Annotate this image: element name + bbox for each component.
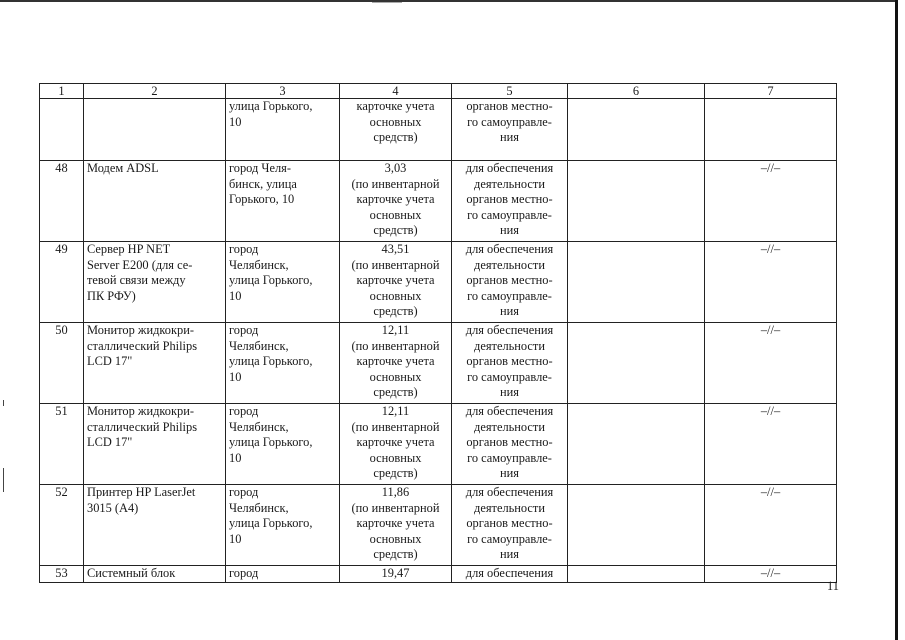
- cell-line: Челябинск,: [229, 500, 289, 515]
- cell-line: Челябинск,: [229, 419, 289, 434]
- cell-line: деятельности: [474, 419, 545, 434]
- cell-line: Челябинск,: [229, 257, 289, 272]
- cell-line: го самоуправле-: [467, 207, 552, 222]
- cell-line: основных: [369, 369, 422, 384]
- column-6-cell: [568, 485, 705, 566]
- cell-line: средств): [373, 466, 418, 481]
- cell-line: основных: [369, 450, 422, 465]
- column-7-cell: –//–: [705, 323, 837, 404]
- column-7-cell: –//–: [705, 566, 837, 583]
- cell-line: Сервер HP NET: [87, 242, 171, 256]
- item-purpose-cell: [452, 242, 568, 323]
- item-number-cell: 52: [40, 485, 84, 566]
- cell-line: органов местно-: [466, 192, 553, 207]
- cell-line: основных: [369, 531, 422, 546]
- column-7-cell: –//–: [705, 485, 837, 566]
- cell-line: город: [229, 242, 259, 256]
- cell-line: бинск, улица: [229, 176, 297, 191]
- cell-line: 10: [229, 369, 242, 384]
- cell-line: органов местно-: [466, 516, 553, 531]
- cell-line: улица Горького,: [229, 354, 313, 369]
- item-location-cell: [226, 161, 340, 242]
- item-number-cell: 53: [40, 566, 84, 583]
- column-6-cell: [568, 566, 705, 583]
- column-6-cell: [568, 161, 705, 242]
- cell-line: для обеспечения: [465, 242, 554, 256]
- cell-line: ния: [500, 130, 519, 145]
- cell-line: средств): [373, 130, 418, 145]
- item-location-cell: [226, 323, 340, 404]
- cell-line: Server E200 (для се-: [87, 257, 193, 272]
- table-row: [40, 566, 837, 583]
- scan-smudge: [372, 2, 402, 3]
- cell-line: карточке учета: [356, 192, 435, 207]
- item-number-cell: 51: [40, 404, 84, 485]
- cell-line: 3,03: [384, 161, 407, 175]
- cell-line: основных: [369, 207, 422, 222]
- cell-line: тевой связи между: [87, 273, 186, 288]
- scan-mark: [3, 468, 4, 492]
- cell-line: 10: [229, 288, 242, 303]
- item-name-cell: [84, 99, 226, 161]
- item-location-cell: [226, 404, 340, 485]
- cell-line: Челябинск,: [229, 338, 289, 353]
- column-number: 6: [568, 84, 705, 99]
- column-6-cell: [568, 99, 705, 161]
- cell-line: средств): [373, 223, 418, 238]
- item-number-cell: 50: [40, 323, 84, 404]
- page-number: 11: [827, 579, 839, 593]
- item-name-cell: [84, 161, 226, 242]
- column-6-cell: [568, 404, 705, 485]
- cell-line: для обеспечения: [465, 323, 554, 337]
- cell-line: город Челя-: [229, 161, 291, 175]
- cell-line: карточке учета: [356, 435, 435, 450]
- cell-line: деятельности: [474, 500, 545, 515]
- cell-line: ния: [500, 466, 519, 481]
- cell-line: LCD 17": [87, 435, 133, 450]
- item-value-cell: [340, 404, 452, 485]
- cell-line: для обеспечения: [465, 404, 554, 418]
- cell-line: для обеспечения: [465, 566, 554, 580]
- table-row: [40, 404, 837, 485]
- cell-line: город: [229, 404, 259, 418]
- item-location-cell: [226, 566, 340, 583]
- item-value-cell: [340, 161, 452, 242]
- item-location-cell: [226, 485, 340, 566]
- item-location-cell: [226, 99, 340, 161]
- item-number-cell: [40, 99, 84, 161]
- item-value-cell: [340, 485, 452, 566]
- cell-line: Принтер HP LaserJet: [87, 485, 196, 499]
- cell-line: основных: [369, 288, 422, 303]
- item-purpose-cell: [452, 323, 568, 404]
- item-number-cell: 48: [40, 161, 84, 242]
- column-6-cell: [568, 242, 705, 323]
- cell-line: го самоуправле-: [467, 114, 552, 129]
- cell-line: улица Горького,: [229, 99, 313, 113]
- cell-line: 19,47: [381, 566, 410, 580]
- column-number: 1: [40, 84, 84, 99]
- cell-line: го самоуправле-: [467, 369, 552, 384]
- cell-line: деятельности: [474, 257, 545, 272]
- column-7-cell: [705, 99, 837, 161]
- cell-line: (по инвентарной: [351, 257, 440, 272]
- table-row: [40, 161, 837, 242]
- column-7-cell: –//–: [705, 404, 837, 485]
- item-purpose-cell: [452, 485, 568, 566]
- item-name-cell: [84, 566, 226, 583]
- cell-line: (по инвентарной: [351, 176, 440, 191]
- cell-line: Горького, 10: [229, 192, 295, 207]
- item-value-cell: [340, 99, 452, 161]
- cell-line: го самоуправле-: [467, 450, 552, 465]
- item-location-cell: [226, 242, 340, 323]
- cell-line: карточке учета: [356, 354, 435, 369]
- cell-line: 10: [229, 531, 242, 546]
- cell-line: 3015 (A4): [87, 500, 139, 515]
- cell-line: (по инвентарной: [351, 500, 440, 515]
- property-register-table: [39, 83, 837, 583]
- table-row: [40, 99, 837, 161]
- item-name-cell: [84, 485, 226, 566]
- column-7-cell: –//–: [705, 242, 837, 323]
- cell-line: Модем ADSL: [87, 161, 159, 175]
- cell-line: сталлический Philips: [87, 419, 198, 434]
- cell-line: улица Горького,: [229, 273, 313, 288]
- cell-line: 10: [229, 450, 242, 465]
- cell-line: ПК РФУ): [87, 288, 136, 303]
- cell-line: 12,11: [381, 404, 410, 418]
- cell-line: го самоуправле-: [467, 288, 552, 303]
- cell-line: Системный блок: [87, 566, 176, 580]
- cell-line: органов местно-: [466, 99, 553, 113]
- cell-line: карточке учета: [356, 516, 435, 531]
- cell-line: 11,86: [381, 485, 410, 499]
- column-number: 5: [452, 84, 568, 99]
- cell-line: основных: [369, 114, 422, 129]
- cell-line: улица Горького,: [229, 516, 313, 531]
- table-row: [40, 242, 837, 323]
- cell-line: ния: [500, 547, 519, 562]
- cell-line: средств): [373, 304, 418, 319]
- cell-line: ния: [500, 304, 519, 319]
- cell-line: средств): [373, 547, 418, 562]
- table-row: [40, 485, 837, 566]
- item-purpose-cell: [452, 99, 568, 161]
- cell-line: 12,11: [381, 323, 410, 337]
- cell-line: LCD 17": [87, 354, 133, 369]
- cell-line: город: [229, 566, 259, 580]
- item-value-cell: [340, 323, 452, 404]
- column-number: 4: [340, 84, 452, 99]
- item-name-cell: [84, 323, 226, 404]
- column-number: 2: [84, 84, 226, 99]
- item-name-cell: [84, 404, 226, 485]
- cell-line: город: [229, 323, 259, 337]
- cell-line: 43,51: [381, 242, 410, 256]
- item-purpose-cell: [452, 161, 568, 242]
- scan-right-edge: [895, 0, 898, 640]
- cell-line: средств): [373, 385, 418, 400]
- cell-line: улица Горького,: [229, 435, 313, 450]
- cell-line: Монитор жидкокри-: [87, 404, 194, 418]
- cell-line: органов местно-: [466, 435, 553, 450]
- column-number: 3: [226, 84, 340, 99]
- item-name-cell: [84, 242, 226, 323]
- cell-line: карточке учета: [356, 99, 435, 113]
- scan-mark: [3, 400, 4, 406]
- cell-line: деятельности: [474, 338, 545, 353]
- column-number: 7: [705, 84, 837, 99]
- cell-line: органов местно-: [466, 273, 553, 288]
- cell-line: го самоуправле-: [467, 531, 552, 546]
- table-row: [40, 323, 837, 404]
- cell-line: для обеспечения: [465, 485, 554, 499]
- cell-line: город: [229, 485, 259, 499]
- cell-line: 10: [229, 114, 242, 129]
- cell-line: органов местно-: [466, 354, 553, 369]
- item-number-cell: 49: [40, 242, 84, 323]
- item-value-cell: [340, 566, 452, 583]
- cell-line: (по инвентарной: [351, 419, 440, 434]
- cell-line: деятельности: [474, 176, 545, 191]
- column-number-row: [40, 84, 837, 99]
- item-value-cell: [340, 242, 452, 323]
- cell-line: ния: [500, 385, 519, 400]
- item-purpose-cell: [452, 566, 568, 583]
- column-7-cell: –//–: [705, 161, 837, 242]
- cell-line: ния: [500, 223, 519, 238]
- column-6-cell: [568, 323, 705, 404]
- cell-line: (по инвентарной: [351, 338, 440, 353]
- cell-line: сталлический Philips: [87, 338, 198, 353]
- cell-line: карточке учета: [356, 273, 435, 288]
- cell-line: Монитор жидкокри-: [87, 323, 194, 337]
- cell-line: для обеспечения: [465, 161, 554, 175]
- scan-top-edge: [0, 0, 898, 2]
- item-purpose-cell: [452, 404, 568, 485]
